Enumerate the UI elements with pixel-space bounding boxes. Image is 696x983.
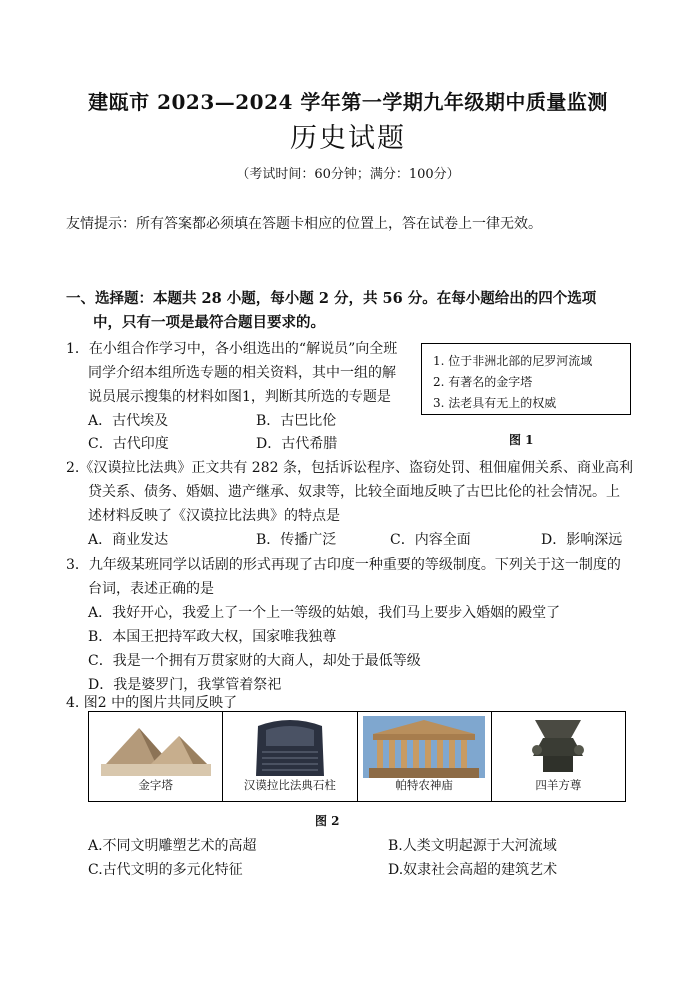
parthenon-image [363, 716, 485, 778]
code-stele-image [250, 716, 330, 778]
section-heading-line1: 一、选择题：本题共 28 小题，每小题 2 分，共 56 分。在每小题给出的四个选项 [66, 290, 597, 307]
q4-option-c: C.古代文明的多元化特征 [88, 862, 243, 878]
pyramid-image [101, 716, 211, 776]
q2-line-1: 2.《汉谟拉比法典》正文共有 282 条，包括诉讼程序、盗窃处罚、租佃雇佣关系、商业高利 [66, 460, 633, 476]
q1-line-1: 1．在小组合作学习中，各小组选出的“解说员”向全班 [66, 341, 398, 357]
figure-2-cell-pyramid [89, 712, 223, 801]
q2-option-d: D．影响深远 [541, 532, 623, 548]
q3-option-a: A．我好开心，我爱上了一个上一等级的姑娘，我们马上要步入婚姻的殿堂了 [88, 605, 561, 621]
q4-option-d: D.奴隶社会高超的建筑艺术 [388, 862, 558, 878]
q4-option-b: B.人类文明起源于大河流域 [388, 838, 557, 854]
figure-1-item: 3. 法老具有无上的权威 [433, 396, 557, 410]
subject-title: 历史试题 [290, 123, 406, 154]
q3-line-1: 3．九年级某班同学以话剧的形式再现了古印度一种重要的等级制度。下列关于这一制度的 [66, 557, 621, 573]
figure-2-cell-stele [223, 712, 357, 801]
figure-1-item: 2. 有著名的金字塔 [433, 375, 533, 389]
figure-1-box [421, 343, 631, 415]
four-ram-zun-image [523, 716, 593, 776]
q2-line-3: 述材料反映了《汉谟拉比法典》的特点是 [88, 508, 340, 524]
q4-option-a: A.不同文明雕塑艺术的高超 [88, 838, 257, 854]
figure-1-item: 1. 位于非洲北部的尼罗河流域 [433, 354, 593, 368]
q2-option-a: A．商业发达 [88, 532, 169, 548]
q1-option-d: D．古代希腊 [256, 436, 338, 452]
q3-option-b: B．本国王把持军政大权，国家唯我独尊 [88, 629, 337, 645]
q1-option-c: C．古代印度 [88, 436, 169, 452]
figure-2-label: 四羊方尊 [535, 778, 582, 792]
q2-option-c: C．内容全面 [390, 532, 471, 548]
figure-2-caption: 图 2 [315, 814, 340, 828]
figure-2-cell-zun [492, 712, 625, 801]
figure-1-caption: 图 1 [509, 433, 534, 447]
q1-line-3: 说员展示搜集的材料如图1，判断其所选的专题是 [88, 389, 391, 405]
q1-line-2: 同学介绍本组所选专题的相关资料，其中一组的解 [88, 365, 396, 381]
q3-option-d: D．我是婆罗门，我掌管着祭祀 [88, 677, 282, 693]
q3-line-2: 台词，表述正确的是 [88, 581, 214, 597]
q4-stem: 4. 图2 中的图片共同反映了 [66, 695, 238, 711]
friendly-tip: 友情提示：所有答案都必须填在答题卡相应的位置上，答在试卷上一律无效。 [66, 216, 542, 232]
exam-title: 建瓯市 2023—2024 学年第一学期九年级期中质量监测 [88, 90, 608, 114]
q2-option-b: B．传播广泛 [256, 532, 337, 548]
section-heading-line2: 中，只有一项是最符合题目要求的。 [93, 314, 325, 331]
figure-2-label: 金字塔 [138, 778, 173, 792]
exam-info: （考试时间：60分钟；满分：100分） [236, 167, 460, 182]
q1-option-b: B．古巴比伦 [256, 413, 337, 429]
q1-option-a: A．古代埃及 [88, 413, 169, 429]
q3-option-c: C．我是一个拥有万贯家财的大商人，却处于最低等级 [88, 653, 421, 669]
q2-line-2: 贷关系、债务、婚姻、遗产继承、奴隶等，比较全面地反映了古巴比伦的社会情况。上 [88, 484, 620, 500]
figure-2-label: 帕特农神庙 [395, 778, 453, 792]
figure-2-cell-parthenon [358, 712, 492, 801]
figure-2-table [88, 711, 626, 802]
figure-2-label: 汉谟拉比法典石柱 [243, 778, 336, 792]
